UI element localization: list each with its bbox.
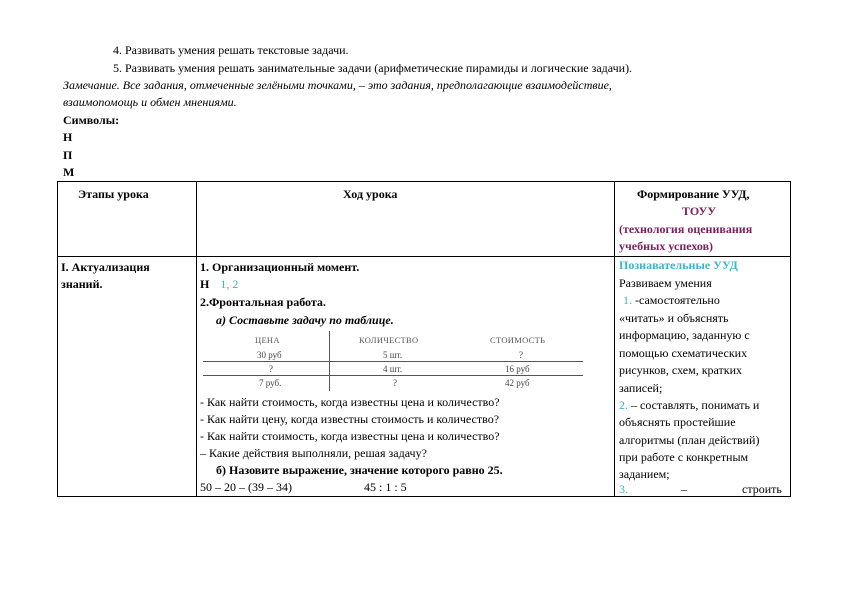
org-moment: 1. Организационный момент. [200, 260, 360, 274]
question-3: - Как найти стоимость, когда известны цена и количество? [200, 429, 500, 443]
price-cell-r2-c2: 4 шт. [383, 364, 403, 374]
uud-num-2: 2. [619, 398, 628, 412]
uud-line-11: при работе с конкретным [619, 450, 749, 464]
uud-line-10: алгоритмы (план действий) [619, 433, 760, 447]
uud-line-5: помощью схематических [619, 346, 748, 360]
uud-line-7: записей; [619, 381, 663, 395]
uud-line-4: информацию, заданную с [619, 328, 750, 342]
question-4: – Какие действия выполняли, решая задачу? [200, 446, 427, 460]
uud-num-1: 1. [623, 293, 632, 307]
uud-line-8: 2. – составлять, понимать и [619, 398, 760, 412]
note-line-1: Замечание. Все задания, отмеченные зелёными точками, – это задания, предполагающие взаимодействие, [63, 78, 612, 92]
symbol-h-numbers: 1, 2 [220, 277, 239, 291]
uud-line-3: «читать» и объяснять [619, 311, 729, 325]
uud-line-12: заданием; [619, 467, 670, 481]
question-2: - Как найти цену, когда известны стоимость и количество? [200, 412, 500, 426]
header-touu: ТОУУ [682, 204, 717, 218]
symbol-h-marker [200, 276, 238, 293]
price-cell-r2-c3: 16 руб [505, 364, 530, 374]
header-touu-desc-2: учебных успехов) [619, 239, 714, 253]
symbol-h-letter: Н [200, 277, 210, 291]
expression-2: 45 : 1 : 5 [364, 480, 407, 494]
price-cell-r1-c3: ? [519, 350, 523, 360]
task-a: а) Составьте задачу по таблице. [216, 313, 394, 327]
uud-line-13: строить [742, 482, 782, 496]
header-stages: Этапы урока [78, 187, 149, 201]
symbol-p: П [63, 148, 73, 162]
symbol-n: Н [63, 130, 73, 144]
question-1: - Как найти стоимость, когда известны цена и количество? [200, 395, 500, 409]
note-line-2: взаимопомощь и обмен мнениями. [63, 95, 237, 109]
symbol-m: М [63, 165, 75, 179]
price-table-hdivider-1 [203, 361, 583, 362]
price-cell-r2-c1: ? [269, 364, 273, 374]
price-header-price: ЦЕНА [255, 335, 280, 345]
price-table [203, 331, 583, 391]
goal-item-4: 4. Развивать умения решать текстовые задачи. [113, 43, 349, 57]
task-b: б) Назовите выражение, значение которого равно 25. [216, 463, 503, 477]
price-cell-r3-c3: 42 руб [505, 378, 530, 388]
uud-line-1: Развиваем умения [619, 276, 712, 290]
price-header-quantity: КОЛИЧЕСТВО [359, 335, 419, 345]
stage-title-line-1: I. Актуализация [61, 260, 150, 274]
price-header-cost: СТОИМОСТЬ [490, 335, 546, 345]
uud-line-2: 1. -самостоятельно [623, 293, 720, 307]
price-cell-r1-c2: 5 шт. [383, 350, 403, 360]
expression-1: 50 – 20 – (39 – 34) [200, 480, 292, 494]
price-cell-r3-c2: ? [393, 378, 397, 388]
uud-line-9: объяснять простейшие [619, 415, 736, 429]
price-cell-r3-c1: 7 руб. [259, 378, 282, 388]
price-table-hdivider-2 [203, 375, 583, 376]
uud-dash: – [681, 482, 687, 496]
uud-line-6: рисунков, схем, кратких [619, 363, 743, 377]
header-lesson-flow: Ход урока [343, 187, 398, 201]
uud-title: Познавательные УУД [619, 258, 738, 272]
table-col-divider-2 [614, 182, 615, 496]
price-cell-r1-c1: 30 руб [257, 350, 282, 360]
goal-item-5: 5. Развивать умения решать занимательные задачи (арифметические пирамиды и логические задачи). [113, 61, 633, 75]
header-uud: Формирование УУД, [637, 187, 750, 201]
table-col-divider-1 [196, 182, 197, 496]
frontal-work: 2.Фронтальная работа. [200, 295, 326, 309]
header-touu-desc-1: (технология оценивания [619, 222, 753, 236]
symbols-title: Символы: [63, 113, 120, 127]
stage-title-line-2: знаний. [61, 277, 103, 291]
uud-num-3: 3. [619, 482, 628, 496]
